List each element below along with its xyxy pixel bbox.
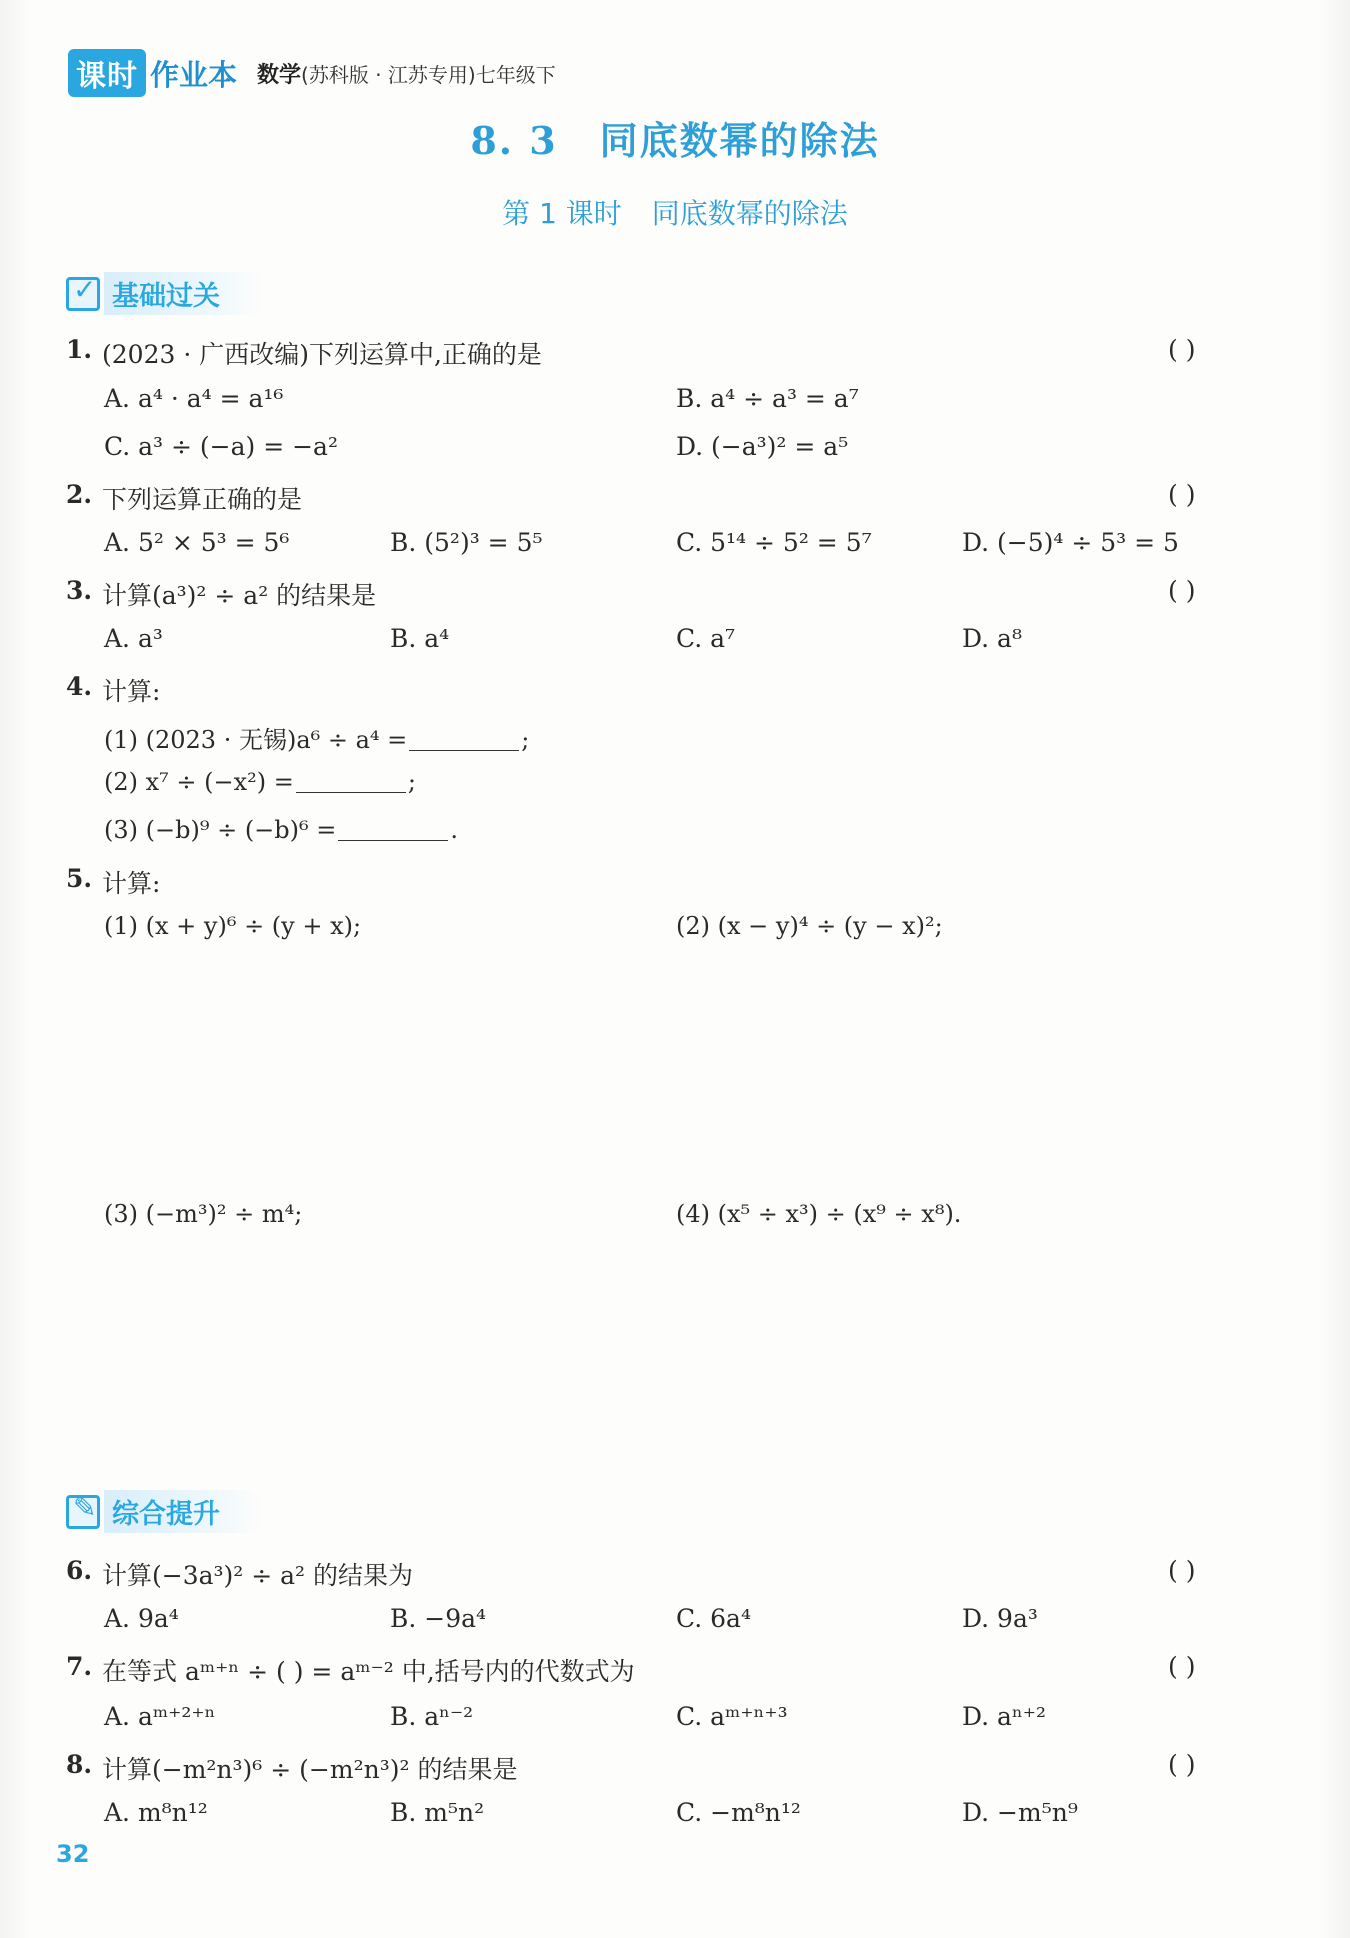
lesson-title-text: 同底数幂的除法 bbox=[651, 197, 848, 230]
subquestion-end: . bbox=[450, 816, 459, 844]
subquestion bbox=[104, 816, 458, 844]
option-a: A. a³ bbox=[104, 624, 163, 653]
question-number: 6. bbox=[66, 1556, 93, 1585]
subquestion: (2) (x − y)⁴ ÷ (y − x)²; bbox=[676, 912, 943, 940]
subquestion: (4) (x⁵ ÷ x³) ÷ (x⁹ ÷ x⁸). bbox=[676, 1200, 962, 1228]
section-basic-heading bbox=[66, 272, 260, 315]
lesson-title bbox=[0, 192, 1350, 232]
question-text: 计算(a³)² ÷ a² 的结果是 bbox=[102, 581, 377, 610]
answer-blank[interactable] bbox=[409, 749, 519, 751]
section-title bbox=[0, 110, 1350, 165]
option-b: B. aⁿ⁻² bbox=[390, 1702, 474, 1731]
subquestion-text: (1) (2023 · 无锡)a⁶ ÷ a⁴ = bbox=[104, 726, 408, 754]
question-text: 计算(−m²n³)⁶ ÷ (−m²n³)² 的结果是 bbox=[102, 1755, 518, 1784]
answer-blank[interactable] bbox=[296, 791, 406, 793]
option-c: C. 5¹⁴ ÷ 5² = 5⁷ bbox=[676, 528, 872, 557]
page-number: 32 bbox=[56, 1840, 90, 1868]
book-logo-tail: 作业本 bbox=[150, 57, 238, 92]
option-c: C. a³ ÷ (−a) = −a² bbox=[104, 432, 338, 461]
section-advanced-heading bbox=[66, 1490, 260, 1533]
option-a: A. 5² × 5³ = 5⁶ bbox=[104, 528, 290, 557]
question-number: 1. bbox=[66, 335, 93, 364]
question-number: 5. bbox=[66, 864, 93, 893]
option-d: D. aⁿ⁺² bbox=[962, 1702, 1046, 1731]
question-number: 3. bbox=[66, 576, 93, 605]
work-space[interactable] bbox=[104, 1240, 1254, 1480]
option-d: D. (−a³)² = a⁵ bbox=[676, 432, 849, 461]
question-text: (2023 · 广西改编)下列运算中,正确的是 bbox=[102, 340, 542, 369]
subquestion-end: ; bbox=[407, 768, 416, 796]
option-d: D. 9a³ bbox=[962, 1604, 1038, 1633]
option-c: C. aᵐ⁺ⁿ⁺³ bbox=[676, 1702, 788, 1731]
option-b: B. m⁵n² bbox=[390, 1798, 485, 1827]
option-d: D. (−5)⁴ ÷ 5³ = 5 bbox=[962, 528, 1179, 557]
option-a: A. m⁸n¹² bbox=[104, 1798, 208, 1827]
answer-bracket[interactable]: ( ) bbox=[1168, 1750, 1196, 1779]
edition-label: (苏科版 · 江苏专用)七年级下 bbox=[301, 62, 556, 87]
option-d: D. a⁸ bbox=[962, 624, 1022, 653]
question-text: 在等式 aᵐ⁺ⁿ ÷ ( ) = aᵐ⁻² 中,括号内的代数式为 bbox=[102, 1657, 635, 1686]
subquestion: (3) (−m³)² ÷ m⁴; bbox=[104, 1200, 303, 1228]
answer-bracket[interactable]: ( ) bbox=[1168, 576, 1196, 605]
option-a: A. a⁴ · a⁴ = a¹⁶ bbox=[104, 384, 284, 413]
subquestion-end: ; bbox=[521, 726, 530, 754]
question-number: 7. bbox=[66, 1652, 93, 1681]
checkbox-icon: ✓ bbox=[66, 277, 100, 311]
edit-icon: ✎ bbox=[66, 1495, 100, 1529]
section-advanced-label: 综合提升 bbox=[104, 1490, 260, 1533]
option-a: A. 9a⁴ bbox=[104, 1604, 179, 1633]
answer-blank[interactable] bbox=[338, 839, 448, 841]
answer-bracket[interactable]: ( ) bbox=[1168, 1556, 1196, 1585]
book-header bbox=[68, 48, 556, 98]
section-number: 8. 3 bbox=[470, 118, 558, 163]
question-text: 计算: bbox=[102, 869, 161, 898]
option-c: C. a⁷ bbox=[676, 624, 736, 653]
option-b: B. (5²)³ = 5⁵ bbox=[390, 528, 543, 557]
section-title-text: 同底数幂的除法 bbox=[599, 118, 880, 163]
question-number: 4. bbox=[66, 672, 93, 701]
answer-bracket[interactable]: ( ) bbox=[1168, 1652, 1196, 1681]
section-basic-label: 基础过关 bbox=[104, 272, 260, 315]
question-text: 下列运算正确的是 bbox=[102, 485, 303, 514]
question-number: 2. bbox=[66, 480, 93, 509]
lesson-number: 第 1 课时 bbox=[502, 197, 622, 230]
answer-bracket[interactable]: ( ) bbox=[1168, 335, 1196, 364]
subquestion-text: (3) (−b)⁹ ÷ (−b)⁶ = bbox=[104, 816, 337, 844]
option-c: C. 6a⁴ bbox=[676, 1604, 751, 1633]
subquestion bbox=[104, 768, 416, 796]
option-b: B. a⁴ ÷ a³ = a⁷ bbox=[676, 384, 859, 413]
option-b: B. a⁴ bbox=[390, 624, 450, 653]
option-a: A. aᵐ⁺²⁺ⁿ bbox=[104, 1702, 216, 1731]
question-number: 8. bbox=[66, 1750, 93, 1779]
subquestion: (1) (x + y)⁶ ÷ (y + x); bbox=[104, 912, 362, 940]
work-space[interactable] bbox=[104, 950, 1254, 1180]
option-b: B. −9a⁴ bbox=[390, 1604, 487, 1633]
question-text: 计算: bbox=[102, 677, 161, 706]
book-logo: 课时 bbox=[68, 49, 146, 97]
answer-bracket[interactable]: ( ) bbox=[1168, 480, 1196, 509]
option-c: C. −m⁸n¹² bbox=[676, 1798, 801, 1827]
subquestion bbox=[104, 720, 529, 755]
subquestion-text: (2) x⁷ ÷ (−x²) = bbox=[104, 768, 294, 796]
option-d: D. −m⁵n⁹ bbox=[962, 1798, 1078, 1827]
question-text: 计算(−3a³)² ÷ a² 的结果为 bbox=[102, 1561, 414, 1590]
subject-label: 数学 bbox=[257, 62, 302, 88]
